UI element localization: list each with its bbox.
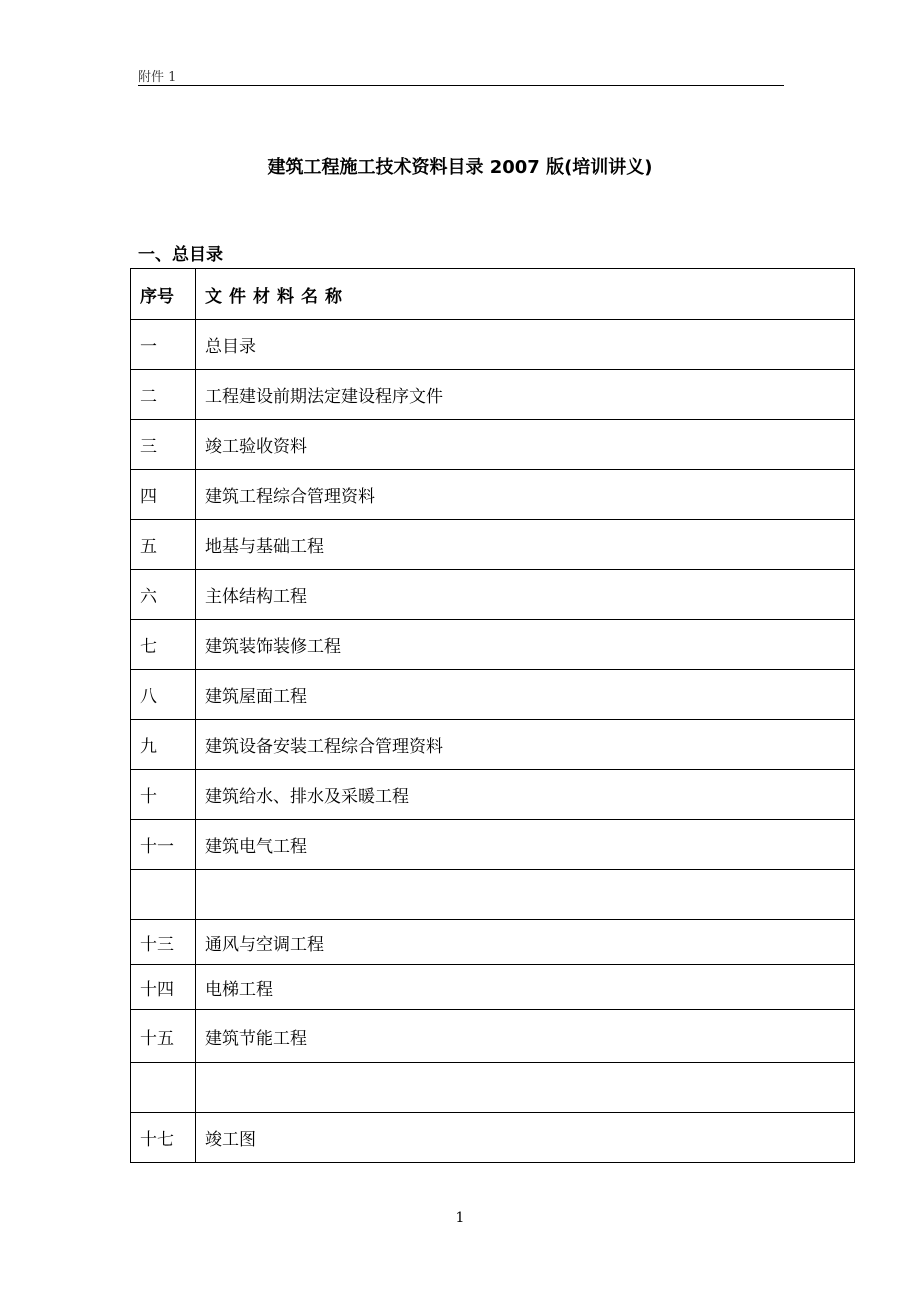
- row-name: [196, 1063, 855, 1113]
- row-name: 主体结构工程: [196, 570, 855, 620]
- attachment-label: 附件 1: [138, 70, 177, 85]
- row-number: 六: [131, 570, 196, 620]
- table-header-row: [131, 269, 855, 320]
- header-document-name: 文件材料名称: [196, 269, 855, 320]
- row-number: 十五: [131, 1010, 196, 1063]
- table-row: [131, 1010, 855, 1063]
- row-number: 十: [131, 770, 196, 820]
- table-row: [131, 520, 855, 570]
- row-number: 五: [131, 520, 196, 570]
- row-number: 九: [131, 720, 196, 770]
- table-row: [131, 770, 855, 820]
- row-name: 建筑节能工程: [196, 1010, 855, 1063]
- table-row: [131, 370, 855, 420]
- row-name: 竣工图: [196, 1113, 855, 1163]
- row-name: 建筑屋面工程: [196, 670, 855, 720]
- row-number: 二: [131, 370, 196, 420]
- row-number: 十一: [131, 820, 196, 870]
- row-number: 十四: [131, 965, 196, 1010]
- row-number: 四: [131, 470, 196, 520]
- row-name: 电梯工程: [196, 965, 855, 1010]
- table-row: [131, 965, 855, 1010]
- row-name: 地基与基础工程: [196, 520, 855, 570]
- row-number: 十七: [131, 1113, 196, 1163]
- row-name: 通风与空调工程: [196, 920, 855, 965]
- table-row: [131, 720, 855, 770]
- table-row: [131, 670, 855, 720]
- header-number: 序号: [131, 269, 196, 320]
- row-number: 七: [131, 620, 196, 670]
- table-row: [131, 420, 855, 470]
- row-name: 建筑工程综合管理资料: [196, 470, 855, 520]
- row-name: 建筑装饰装修工程: [196, 620, 855, 670]
- contents-table: [130, 268, 855, 1163]
- row-number: [131, 1063, 196, 1113]
- document-title: 建筑工程施工技术资料目录 2007 版(培训讲义): [267, 157, 653, 178]
- table-row: [131, 1113, 855, 1163]
- row-name: [196, 870, 855, 920]
- table-row: [131, 620, 855, 670]
- row-name: 竣工验收资料: [196, 420, 855, 470]
- row-number: 十三: [131, 920, 196, 965]
- row-number: 三: [131, 420, 196, 470]
- table-row-empty: [131, 1063, 855, 1113]
- table-row: [131, 920, 855, 965]
- row-number: [131, 870, 196, 920]
- row-name: 总目录: [196, 320, 855, 370]
- row-name: 建筑给水、排水及采暖工程: [196, 770, 855, 820]
- section-heading: 一、总目录: [138, 245, 223, 265]
- page-number: 1: [455, 1210, 465, 1226]
- table-row: [131, 470, 855, 520]
- table-row-empty: [131, 870, 855, 920]
- row-name: 工程建设前期法定建设程序文件: [196, 370, 855, 420]
- row-name: 建筑设备安装工程综合管理资料: [196, 720, 855, 770]
- row-number: 一: [131, 320, 196, 370]
- header-divider: [138, 85, 784, 86]
- table-row: [131, 570, 855, 620]
- table-row: [131, 820, 855, 870]
- row-name: 建筑电气工程: [196, 820, 855, 870]
- row-number: 八: [131, 670, 196, 720]
- table-row: [131, 320, 855, 370]
